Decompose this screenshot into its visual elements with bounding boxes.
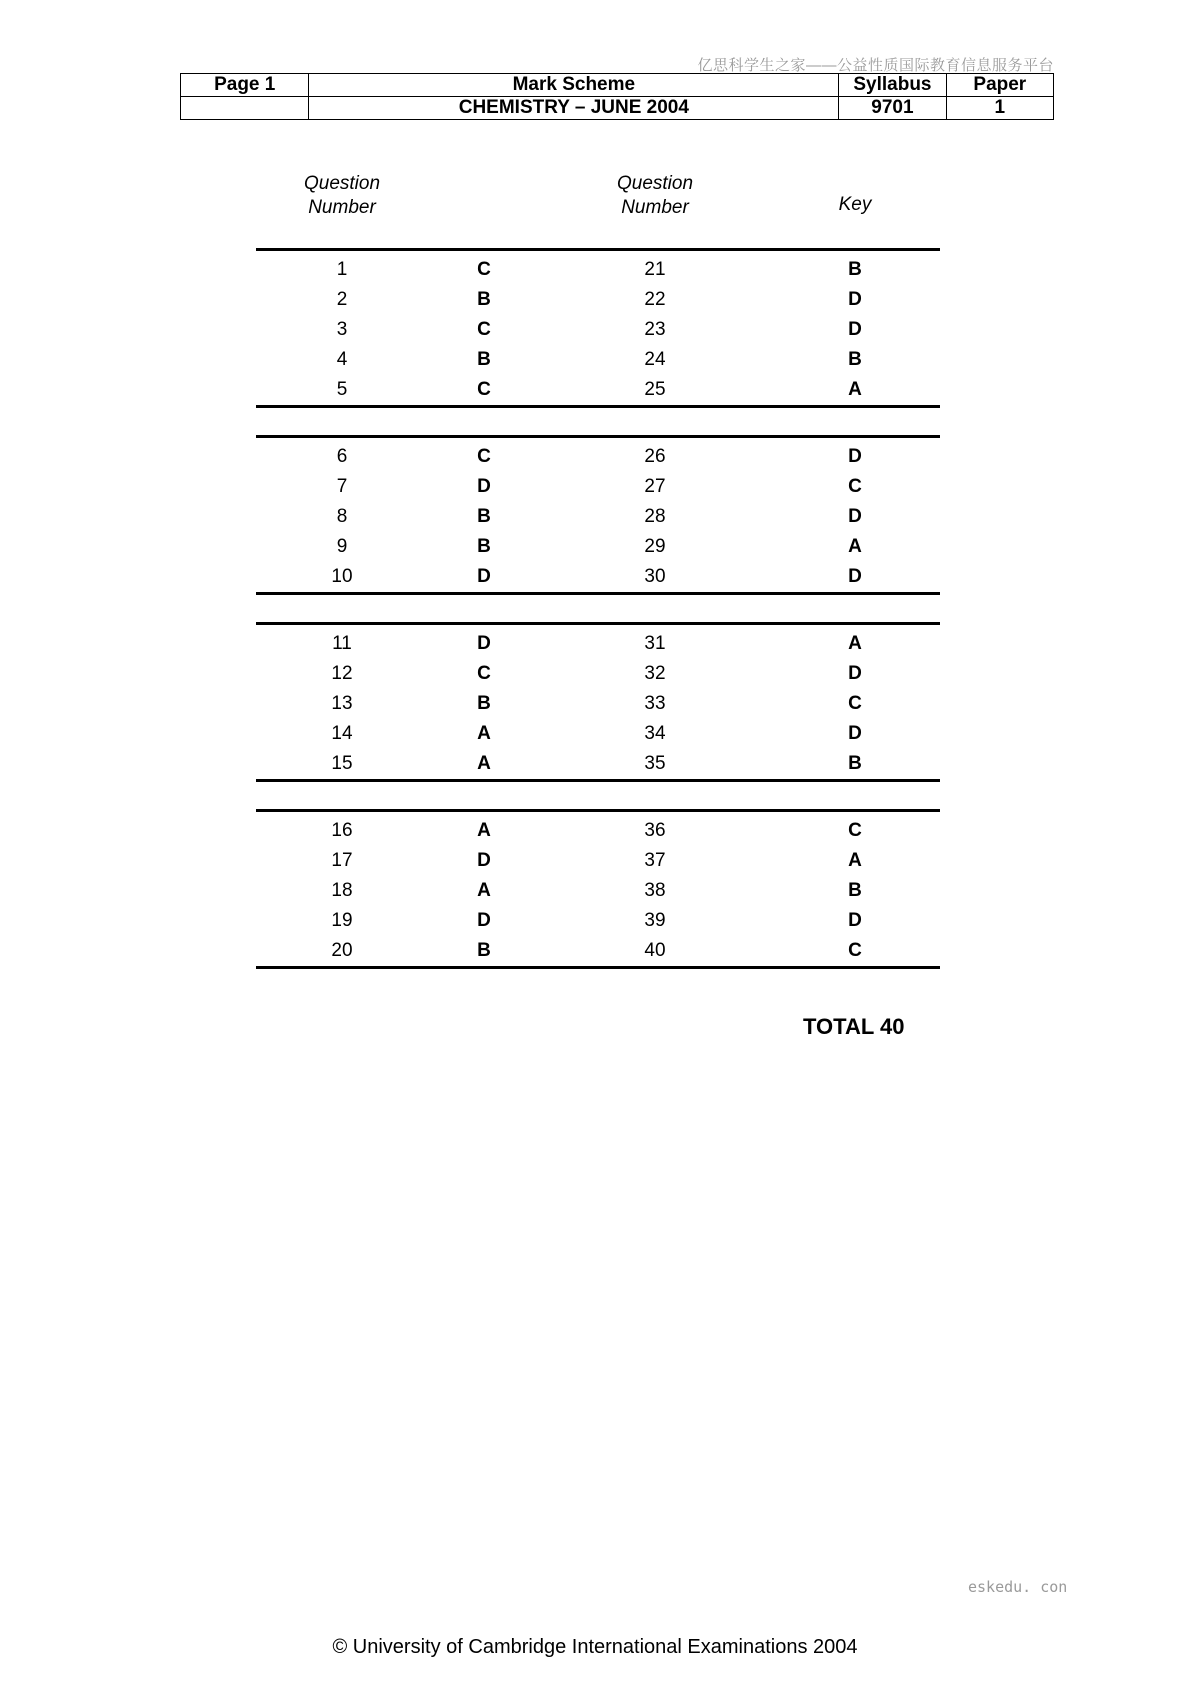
question-number: 32	[644, 663, 666, 684]
answer-key: C	[770, 936, 940, 968]
answer-key: D	[477, 850, 491, 871]
question-number: 24	[644, 349, 666, 370]
watermark-top: 亿思科学生之家——公益性质国际教育信息服务平台	[697, 57, 1054, 74]
question-number: 27	[644, 476, 666, 497]
syllabus-code: 9701	[839, 97, 946, 120]
answer-key: B	[848, 259, 862, 280]
answer-key: A	[848, 633, 862, 654]
answer-key: D	[770, 562, 940, 594]
answer-key: B	[477, 289, 491, 310]
table-row	[256, 846, 940, 876]
table-row	[256, 936, 940, 968]
question-number: 22	[644, 289, 666, 310]
answer-key: D	[477, 910, 491, 931]
answer-key: C	[848, 693, 862, 714]
table-row	[256, 811, 940, 847]
answer-key: B	[848, 349, 862, 370]
answer-key: B	[477, 506, 491, 527]
table-row	[256, 719, 940, 749]
empty-cell	[181, 97, 309, 120]
table-row	[256, 906, 940, 936]
answer-key: C	[428, 375, 540, 407]
answer-key: B	[477, 536, 491, 557]
answer-key: C	[477, 259, 491, 280]
answer-key: A	[428, 749, 540, 781]
question-number: 33	[644, 693, 666, 714]
table-header-row	[256, 172, 940, 250]
answer-key: D	[848, 506, 862, 527]
syllabus-label: Syllabus	[839, 74, 946, 97]
question-number: 20	[256, 936, 428, 968]
question-number: 23	[644, 319, 666, 340]
table-row	[256, 315, 940, 345]
paper-label: Paper	[946, 74, 1053, 97]
table-row	[256, 250, 940, 286]
copyright-footer: © University of Cambridge International Examinations 2004	[332, 1636, 858, 1658]
answer-key: D	[848, 319, 862, 340]
answer-key: B	[477, 693, 491, 714]
table-row	[256, 659, 940, 689]
document-header	[180, 73, 1054, 120]
answer-key: D	[477, 476, 491, 497]
group-separator	[256, 594, 940, 624]
table-row	[256, 876, 940, 906]
paper-number: 1	[946, 97, 1053, 120]
question-number: 28	[644, 506, 666, 527]
table-row	[256, 437, 940, 473]
table-row	[256, 375, 940, 407]
question-number: 3	[336, 319, 348, 340]
question-number-header-left: Question Number	[256, 172, 428, 250]
question-number: 5	[256, 375, 428, 407]
question-number: 38	[644, 880, 666, 901]
question-number: 25	[540, 375, 770, 407]
answer-key-table	[256, 172, 940, 969]
question-number: 7	[336, 476, 348, 497]
table-row	[256, 345, 940, 375]
question-number: 2	[336, 289, 348, 310]
mark-scheme-label: Mark Scheme	[309, 74, 839, 97]
watermark-bottom: eskedu. con	[968, 1578, 1068, 1596]
answer-key: B	[428, 936, 540, 968]
table-row	[256, 502, 940, 532]
group-separator	[256, 407, 940, 437]
table-row	[256, 532, 940, 562]
question-number: 4	[336, 349, 348, 370]
key-header-left	[428, 172, 540, 250]
question-number: 29	[644, 536, 666, 557]
question-number: 26	[644, 446, 666, 467]
question-number: 31	[644, 633, 666, 654]
question-number: 35	[540, 749, 770, 781]
answer-key: A	[848, 850, 862, 871]
table-row	[256, 562, 940, 594]
total-marks: TOTAL 40	[803, 1014, 905, 1039]
answer-key: C	[848, 820, 862, 841]
question-number: 17	[331, 850, 353, 871]
table-row	[256, 624, 940, 660]
question-number: 15	[256, 749, 428, 781]
key-header-right: Key	[770, 172, 940, 250]
question-number: 40	[540, 936, 770, 968]
answer-key: D	[848, 663, 862, 684]
question-number: 6	[336, 446, 348, 467]
answer-key: A	[848, 536, 862, 557]
question-number: 1	[336, 259, 348, 280]
question-number: 37	[644, 850, 666, 871]
answer-key: C	[848, 476, 862, 497]
table-row	[256, 749, 940, 781]
answer-key: D	[848, 723, 862, 744]
question-number-header-right: Question Number	[540, 172, 770, 250]
question-number: 21	[644, 259, 666, 280]
answer-key: A	[477, 723, 491, 744]
answer-key: B	[770, 749, 940, 781]
question-number: 36	[644, 820, 666, 841]
answer-key: D	[848, 910, 862, 931]
question-number: 8	[336, 506, 348, 527]
question-number: 16	[331, 820, 353, 841]
question-number: 34	[644, 723, 666, 744]
answer-key: A	[477, 820, 491, 841]
table-row	[256, 689, 940, 719]
question-number: 13	[331, 693, 353, 714]
question-number: 12	[331, 663, 353, 684]
question-number: 10	[256, 562, 428, 594]
question-number: 30	[540, 562, 770, 594]
group-separator	[256, 781, 940, 811]
question-number: 39	[644, 910, 666, 931]
question-number: 9	[336, 536, 348, 557]
table-row	[256, 285, 940, 315]
question-number: 11	[332, 633, 352, 654]
question-number: 18	[331, 880, 353, 901]
answer-key: B	[477, 349, 491, 370]
subject-title: CHEMISTRY – JUNE 2004	[309, 97, 839, 120]
answer-key: D	[477, 633, 491, 654]
question-number: 14	[331, 723, 353, 744]
answer-key: B	[848, 880, 862, 901]
page-label: Page 1	[181, 74, 309, 97]
answer-key: A	[770, 375, 940, 407]
answer-key: A	[477, 880, 491, 901]
answer-key: D	[428, 562, 540, 594]
answer-key: D	[848, 446, 862, 467]
answer-key: C	[477, 663, 491, 684]
table-row	[256, 472, 940, 502]
answer-key: C	[477, 319, 491, 340]
answer-key: D	[848, 289, 862, 310]
answer-key: C	[477, 446, 491, 467]
question-number: 19	[331, 910, 353, 931]
